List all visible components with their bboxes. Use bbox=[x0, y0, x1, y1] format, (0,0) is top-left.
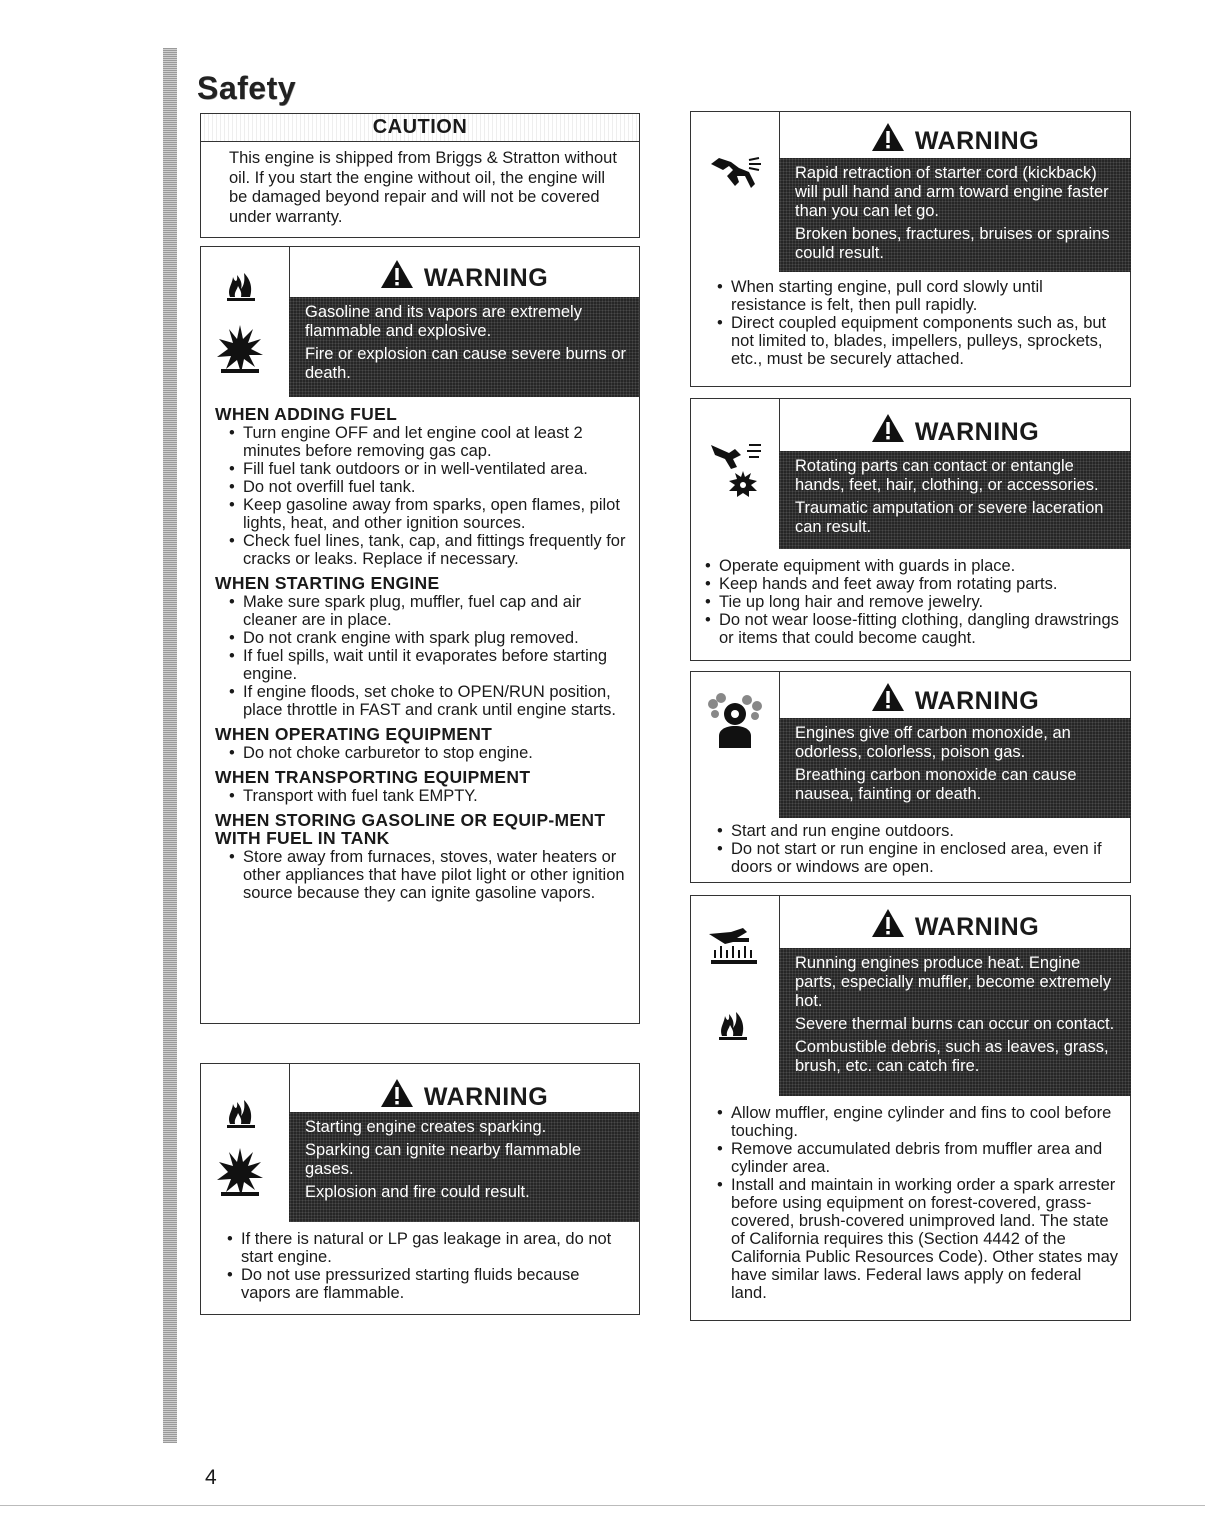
warning-heading bbox=[289, 1078, 639, 1112]
list-item: • Do not overfill fuel tank. bbox=[229, 478, 629, 496]
page-number: 4 bbox=[205, 1466, 217, 1489]
warning-message: Running engines produce heat. Engine parts, especially muffler, become extremely hot. bbox=[795, 954, 1112, 1010]
list-item: • Tie up long hair and remove jewelry. bbox=[705, 593, 1120, 611]
warning-label: WARNING bbox=[914, 418, 1040, 446]
list-item: • Do not use pressurized starting fluids because vapors are flammable. bbox=[227, 1266, 629, 1302]
fire-icon bbox=[715, 1006, 751, 1042]
warning-message-panel bbox=[289, 297, 639, 397]
list-item: • Make sure spark plug, muffler, fuel cap and air cleaner are in place. bbox=[229, 593, 629, 629]
warning-label: WARNING bbox=[914, 687, 1040, 715]
warning-co-box bbox=[690, 671, 1131, 883]
list-item: • Install and maintain in working order a spark arrester before using equipment on forest-covered, grass-covered, brush-covered unimproved land. The state of California requires this (Section 4442 of the California Public Resources Code). Other states may have similar laws. Federal laws apply on federal land. bbox=[717, 1176, 1120, 1302]
sparking-instructions bbox=[213, 1230, 629, 1304]
list-item: • Fill fuel tank outdoors or in well-ventilated area. bbox=[229, 460, 629, 478]
warning-message-panel bbox=[779, 451, 1131, 549]
warning-label: WARNING bbox=[914, 127, 1040, 155]
warning-kickback-box bbox=[690, 111, 1131, 387]
warning-message-panel bbox=[779, 948, 1131, 1096]
warning-message: Explosion and fire could result. bbox=[305, 1183, 530, 1201]
symbol-column bbox=[201, 247, 290, 397]
warning-heading bbox=[779, 908, 1131, 942]
list-item: • Check fuel lines, tank, cap, and fittings frequently for cracks or leaks. Replace if necessary. bbox=[229, 532, 629, 568]
warning-message: Sparking can ignite nearby flammable gases. bbox=[305, 1141, 582, 1178]
list-item: • If there is natural or LP gas leakage in area, do not start engine. bbox=[227, 1230, 629, 1266]
section-heading: WHEN ADDING FUEL bbox=[215, 404, 398, 424]
symbol-column bbox=[691, 672, 780, 818]
section-heading: WHEN STARTING ENGINE bbox=[215, 573, 440, 593]
warning-triangle-icon bbox=[871, 413, 905, 443]
warning-message: Severe thermal burns can occur on contact. bbox=[795, 1015, 1115, 1033]
fuel-instructions bbox=[215, 399, 629, 904]
warning-heading bbox=[779, 413, 1131, 447]
symbol-column bbox=[691, 112, 780, 272]
caution-heading: CAUTION bbox=[201, 114, 639, 142]
rotating-instructions bbox=[691, 557, 1120, 649]
heat-instructions bbox=[703, 1104, 1120, 1304]
list-item: • Transport with fuel tank EMPTY. bbox=[229, 787, 629, 805]
bottom-rule bbox=[0, 1505, 1205, 1506]
warning-triangle-icon bbox=[871, 908, 905, 938]
kickback-icon bbox=[709, 156, 763, 196]
fire-icon bbox=[223, 1094, 259, 1130]
warning-fuel-box bbox=[200, 246, 640, 1024]
section-heading: WHEN TRANSPORTING EQUIPMENT bbox=[215, 767, 531, 787]
warning-triangle-icon bbox=[380, 259, 414, 289]
warning-heading bbox=[779, 122, 1131, 156]
section-heading: WHEN OPERATING EQUIPMENT bbox=[215, 724, 493, 744]
warning-rotating-box bbox=[690, 398, 1131, 661]
warning-message: Starting engine creates sparking. bbox=[305, 1118, 547, 1136]
kickback-instructions bbox=[703, 278, 1120, 370]
warning-heading bbox=[289, 259, 639, 293]
warning-message: Breathing carbon monoxide can cause nausea, fainting or death. bbox=[795, 766, 1077, 803]
list-item: • Store away from furnaces, stoves, water heaters or other appliances that have pilot light or other ignition source because they can ignite gasoline vapors. bbox=[229, 848, 629, 902]
page-title: Safety bbox=[197, 70, 297, 106]
list-item: • Keep hands and feet away from rotating parts. bbox=[705, 575, 1120, 593]
list-item: • When starting engine, pull cord slowly until resistance is felt, then pull rapidly. bbox=[717, 278, 1120, 314]
list-item: • Remove accumulated debris from muffler area and cylinder area. bbox=[717, 1140, 1120, 1176]
warning-sparking-box bbox=[200, 1063, 640, 1315]
warning-message: Combustible debris, such as leaves, grass, brush, etc. can catch fire. bbox=[795, 1038, 1109, 1075]
warning-heading bbox=[779, 682, 1131, 716]
list-item: • If fuel spills, wait until it evaporates before starting engine. bbox=[229, 647, 629, 683]
list-item: • Operate equipment with guards in place. bbox=[705, 557, 1120, 575]
warning-label: WARNING bbox=[423, 1083, 549, 1111]
warning-message: Traumatic amputation or severe laceration can result. bbox=[795, 499, 1104, 536]
explosion-icon bbox=[217, 1146, 263, 1198]
warning-label: WARNING bbox=[423, 264, 549, 292]
co-instructions bbox=[703, 822, 1120, 878]
sidebar-stripe bbox=[163, 48, 177, 1443]
list-item: • Direct coupled equipment components such as, but not limited to, blades, impellers, pulleys, sprockets, etc., must be securely attached. bbox=[717, 314, 1120, 368]
warning-message: Engines give off carbon monoxide, an odorless, colorless, poison gas. bbox=[795, 724, 1071, 761]
toxic-fumes-icon bbox=[705, 692, 765, 748]
warning-message: Rapid retraction of starter cord (kickback) will pull hand and arm toward engine faster than you can let go. bbox=[795, 164, 1109, 220]
warning-triangle-icon bbox=[380, 1078, 414, 1108]
warning-triangle-icon bbox=[871, 682, 905, 712]
hot-surface-icon bbox=[707, 926, 761, 966]
warning-label: WARNING bbox=[914, 913, 1040, 941]
warning-message: Broken bones, fractures, bruises or sprains could result. bbox=[795, 225, 1110, 262]
list-item: • Allow muffler, engine cylinder and fins to cool before touching. bbox=[717, 1104, 1120, 1140]
list-item: • Do not choke carburetor to stop engine. bbox=[229, 744, 629, 762]
list-item: • Keep gasoline away from sparks, open flames, pilot lights, heat, and other ignition sources. bbox=[229, 496, 629, 532]
warning-triangle-icon bbox=[871, 122, 905, 152]
symbol-column bbox=[691, 399, 780, 549]
list-item: • Start and run engine outdoors. bbox=[717, 822, 1120, 840]
list-item: • Do not start or run engine in enclosed area, even if doors or windows are open. bbox=[717, 840, 1120, 876]
warning-message: Fire or explosion can cause severe burns or death. bbox=[305, 345, 626, 382]
list-item: • Turn engine OFF and let engine cool at least 2 minutes before removing gas cap. bbox=[229, 424, 629, 460]
explosion-icon bbox=[217, 323, 263, 375]
symbol-column bbox=[691, 896, 780, 1096]
warning-message: Rotating parts can contact or entangle hands, feet, hair, clothing, or accessories. bbox=[795, 457, 1099, 494]
warning-message-panel bbox=[289, 1112, 639, 1222]
warning-message-panel bbox=[779, 158, 1131, 272]
fire-icon bbox=[223, 267, 259, 303]
caution-box bbox=[200, 113, 640, 238]
warning-message-panel bbox=[779, 718, 1131, 818]
list-item: • Do not wear loose-fitting clothing, dangling drawstrings or items that could become caught. bbox=[705, 611, 1120, 647]
caution-text: This engine is shipped from Briggs & Stratton without oil. If you start the engine without oil, the engine will be damaged beyond repair and will not be covered under warranty. bbox=[229, 149, 617, 226]
list-item: • If engine floods, set choke to OPEN/RUN position, place throttle in FAST and crank until engine starts. bbox=[229, 683, 629, 719]
entanglement-icon bbox=[709, 441, 763, 497]
warning-heat-box bbox=[690, 895, 1131, 1321]
warning-message: Gasoline and its vapors are extremely flammable and explosive. bbox=[305, 303, 582, 340]
list-item: • Do not crank engine with spark plug removed. bbox=[229, 629, 629, 647]
symbol-column bbox=[201, 1064, 290, 1222]
section-heading: WHEN STORING GASOLINE OR EQUIP-MENT WITH FUEL IN TANK bbox=[215, 810, 606, 848]
